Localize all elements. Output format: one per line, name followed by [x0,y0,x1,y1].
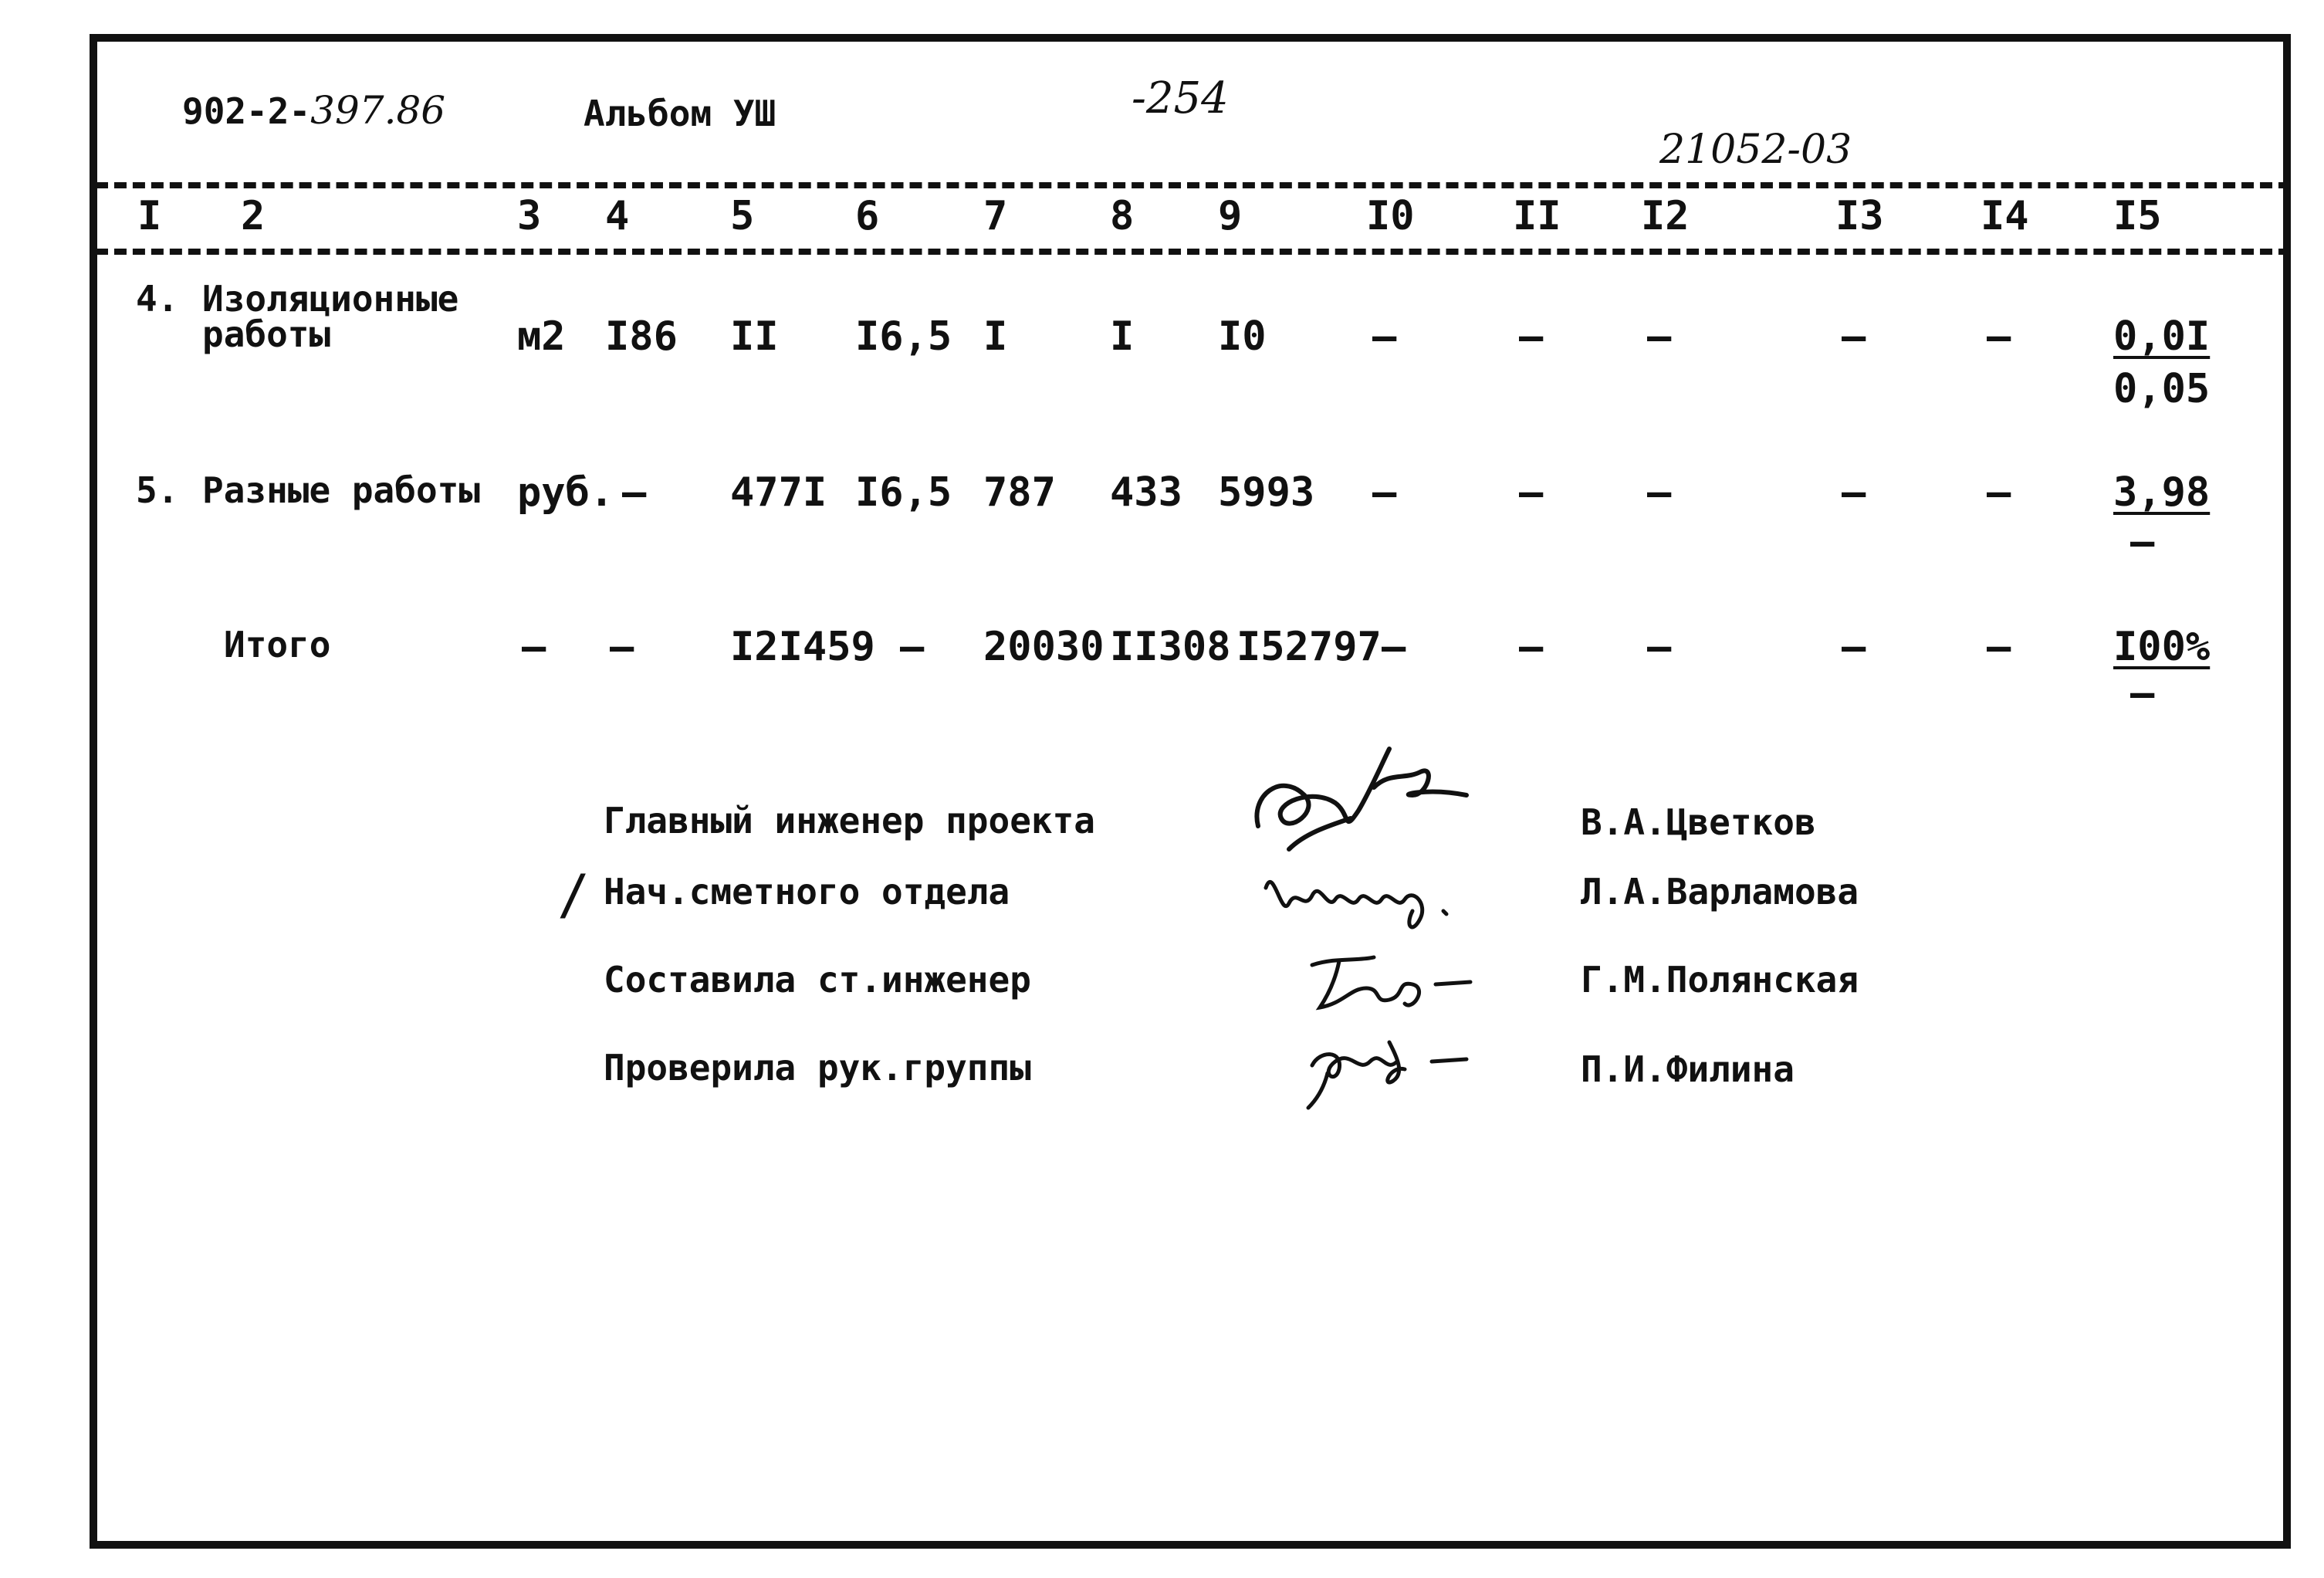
header-top-rule [96,182,2291,188]
row-4-col13: – [1842,313,1866,360]
row-5-col4: – [622,469,647,516]
col-header-15: I5 [2113,193,2162,239]
album-label: Альбом УШ [584,93,776,134]
col-header-1: I [137,193,162,239]
col-header-11: II [1513,193,1561,239]
signature-role-checker: Проверила рук.группы [604,1047,1031,1089]
row-4-name-line2: работы [202,313,331,355]
row-5-col14: – [1987,469,2011,516]
row-5-col15-bottom: – [2130,519,2155,565]
row-4-col4: I86 [605,313,678,360]
row-4-col15-bottom: 0,05 [2113,366,2211,412]
col-header-6: 6 [855,193,880,239]
row-4-col6: I6,5 [855,313,952,360]
col-header-4: 4 [605,193,630,239]
doc-number: 902-2-397.86 [182,88,446,133]
signature-role-compiler: Составила ст.инженер [604,959,1031,1001]
col-header-5: 5 [730,193,755,239]
row-4-col9: I0 [1218,313,1267,360]
row-5-col5: 477I [730,469,827,516]
row-5-col11: – [1519,469,1544,516]
row-4-col14: – [1987,313,2011,360]
row-5-col15-top: 3,98 [2113,469,2211,516]
row-5-col7: 787 [983,469,1056,516]
signature-chief-engineer [1235,741,1482,865]
row-5-name: Разные работы [202,469,481,511]
total-col7: 20030 [983,624,1104,670]
row-5-unit: руб. [517,469,614,516]
row-4-number: 4. [136,278,179,320]
total-col9: I52797 [1236,624,1382,670]
signature-name-estimate-head: Л.А.Варламова [1581,871,1859,913]
row-4-unit: м2 [517,313,566,360]
row-5-col10: – [1372,469,1397,516]
col-header-8: 8 [1110,193,1135,239]
signature-checker [1297,1027,1482,1112]
row-4-col10: – [1372,313,1397,360]
row-5-col8: 433 [1110,469,1182,516]
row-5-number: 5. [136,469,179,511]
signature-compiler [1297,942,1482,1019]
total-col10: – [1382,624,1406,670]
row-4-col12: – [1647,313,1672,360]
row-4-name-line1: Изоляционные [202,278,459,320]
signature-estimate-head [1250,857,1482,942]
row-4-col11: – [1519,313,1544,360]
total-col8: II308 [1110,624,1231,670]
col-header-13: I3 [1835,193,1884,239]
total-col4: – [610,624,634,670]
row-4-col15-top: 0,0I [2113,313,2211,360]
col-header-7: 7 [983,193,1008,239]
signature-name-checker: П.И.Филина [1581,1048,1795,1090]
row-4-col5: II [730,313,779,360]
col-header-3: 3 [517,193,542,239]
document-code: 21052-03 [1659,127,1852,173]
col-header-10: I0 [1366,193,1415,239]
margin-slash-mark: / [557,863,590,926]
page-number: -254 [1132,73,1229,124]
total-col5: I2I459 [730,624,875,670]
total-col15-top: I00% [2113,624,2211,670]
total-col14: – [1987,624,2011,670]
row-5-col9: 5993 [1218,469,1315,516]
col-header-2: 2 [241,193,266,239]
col-header-14: I4 [1981,193,2029,239]
total-col11: – [1519,624,1544,670]
total-col15-bottom: – [2130,670,2155,716]
signature-role-estimate-head: Нач.сметного отдела [604,871,1010,913]
signature-role-chief-engineer: Главный инженер проекта [604,800,1095,841]
row-5-col13: – [1842,469,1866,516]
col-header-9: 9 [1218,193,1243,239]
total-label: Итого [224,624,331,665]
row-4-col7: I [983,313,1008,360]
signature-name-compiler: Г.М.Полянская [1581,959,1859,1001]
header-bottom-rule [96,249,2291,255]
total-unit: – [522,624,546,670]
row-5-col12: – [1647,469,1672,516]
row-4-col8: I [1110,313,1135,360]
total-col6: – [900,624,925,670]
row-5-col6: I6,5 [855,469,952,516]
total-col13: – [1842,624,1866,670]
total-col12: – [1647,624,1672,670]
signature-name-chief-engineer: В.А.Цветков [1581,801,1816,843]
page-border [90,34,2291,1549]
col-header-12: I2 [1641,193,1690,239]
